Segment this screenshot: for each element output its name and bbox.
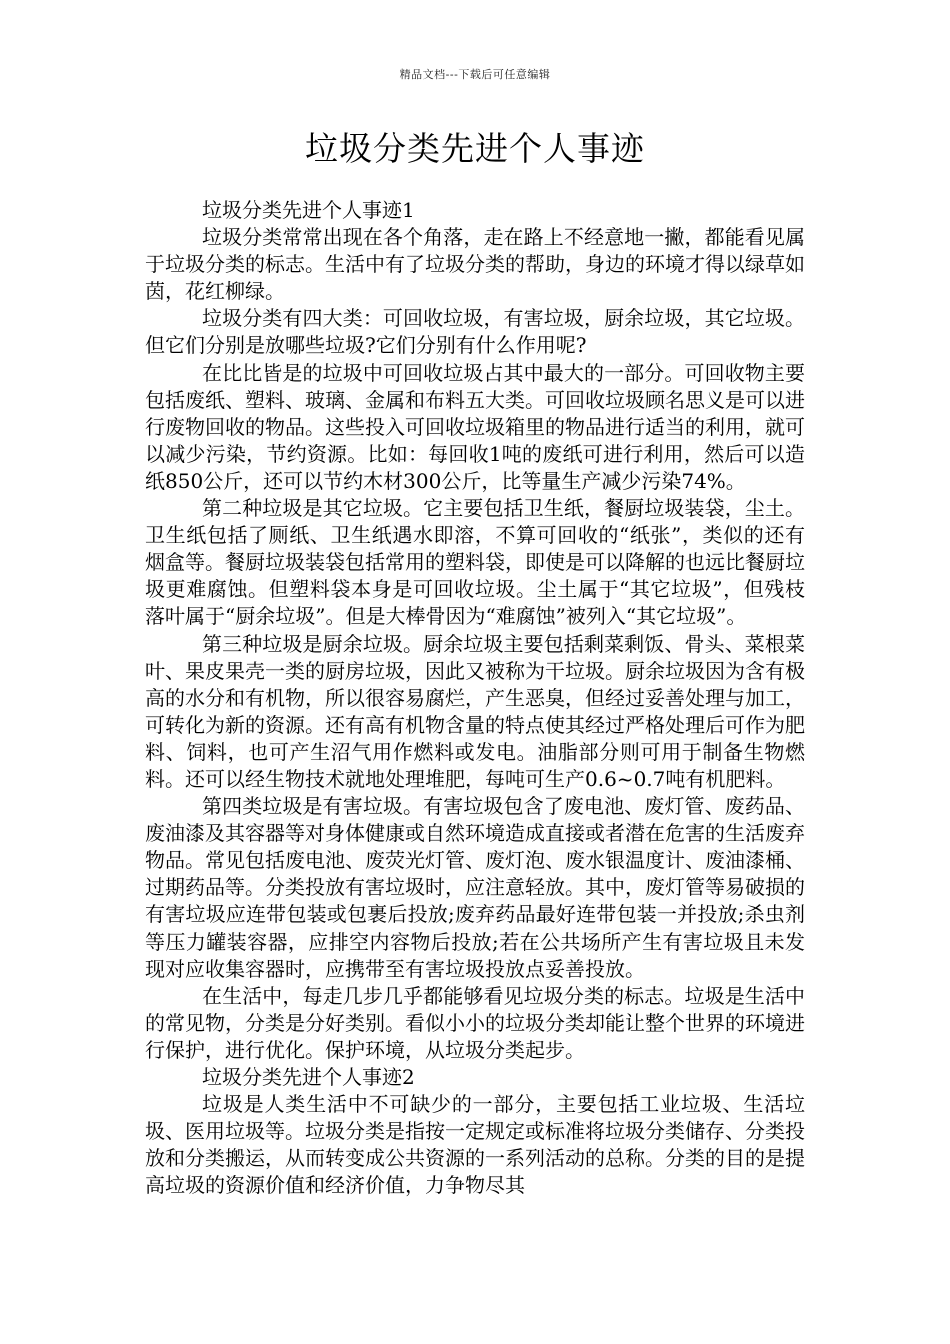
document-title: 垃圾分类先进个人事迹 xyxy=(305,129,645,168)
page-header: 精品文档---下载后可任意编辑 xyxy=(399,68,551,81)
section-heading: 垃圾分类先进个人事迹2 xyxy=(202,1065,415,1089)
paragraph: 第二种垃圾是其它垃圾。它主要包括卫生纸，餐厨垃圾装袋，尘土。卫生纸包括了厕纸、卫生纸遇水即溶，不算可回收的“纸张”，类似的还有烟盒等。餐厨垃圾装袋包括常用的塑料袋，即使是可以降解的也远比餐厨垃圾更难腐蚀。但塑料袋本身是可回收垃圾。尘土属于“其它垃圾”，但残枝落叶属于“厨余垃圾”。但是大棒骨因为“难腐蚀”被列入“其它垃圾”。 xyxy=(145,496,805,629)
paragraph: 垃圾是人类生活中不可缺少的一部分，主要包括工业垃圾、生活垃圾、医用垃圾等。垃圾分类是指按一定规定或标准将垃圾分类储存、分类投放和分类搬运，从而转变成公共资源的一系列活动的总称。分类的目的是提高垃圾的资源价值和经济价值，力争物尽其 xyxy=(145,1092,805,1198)
paragraph: 第四类垃圾是有害垃圾。有害垃圾包含了废电池、废灯管、废药品、废油漆及其容器等对身体健康或自然环境造成直接或者潜在危害的生活废弃物品。常见包括废电池、废荧光灯管、废灯泡、废水银温度计、废油漆桶、过期药品等。分类投放有害垃圾时，应注意轻放。其中，废灯管等易破损的有害垃圾应连带包装或包裹后投放;废弃药品最好连带包装一并投放;杀虫剂等压力罐装容器，应排空内容物后投放;若在公共场所产生有害垃圾且未发现对应收集容器时，应携带至有害垃圾投放点妥善投放。 xyxy=(145,794,805,981)
paragraph: 垃圾分类有四大类：可回收垃圾，有害垃圾，厨余垃圾，其它垃圾。但它们分别是放哪些垃圾?它们分别有什么作用呢? xyxy=(145,306,805,358)
paragraph: 第三种垃圾是厨余垃圾。厨余垃圾主要包括剩菜剩饭、骨头、菜根菜叶、果皮果壳一类的厨房垃圾，因此又被称为干垃圾。厨余垃圾因为含有极高的水分和有机物，所以很容易腐烂，产生恶臭，但经过妥善处理与加工，可转化为新的资源。还有高有机物含量的特点使其经过严格处理后可作为肥料、饲料，也可产生沼气用作燃料或发电。油脂部分则可用于制备生物燃料。还可以经生物技术就地处理堆肥，每吨可生产0.6~0.7吨有机肥料。 xyxy=(145,631,805,791)
paragraph: 垃圾分类常常出现在各个角落，走在路上不经意地一撇，都能看见属于垃圾分类的标志。生活中有了垃圾分类的帮助，身边的环境才得以绿草如茵，花红柳绿。 xyxy=(145,225,805,304)
document-body xyxy=(145,197,805,1199)
paragraph: 在比比皆是的垃圾中可回收垃圾占其中最大的一部分。可回收物主要包括废纸、塑料、玻璃、金属和布料五大类。可回收垃圾顾名思义是可以进行废物回收的物品。这些投入可回收垃圾箱里的物品进行适当的利用，就可以减少污染，节约资源。比如：每回收1吨的废纸可进行利用，然后可以造纸850公斤，还可以节约木材300公斤，比等量生产减少污染74%。 xyxy=(145,360,805,493)
section-heading: 垃圾分类先进个人事迹1 xyxy=(202,198,415,222)
paragraph: 在生活中，每走几步几乎都能够看见垃圾分类的标志。垃圾是生活中的常见物，分类是分好类别。看似小小的垃圾分类却能让整个世界的环境进行保护，进行优化。保护环境，从垃圾分类起步。 xyxy=(145,983,805,1062)
